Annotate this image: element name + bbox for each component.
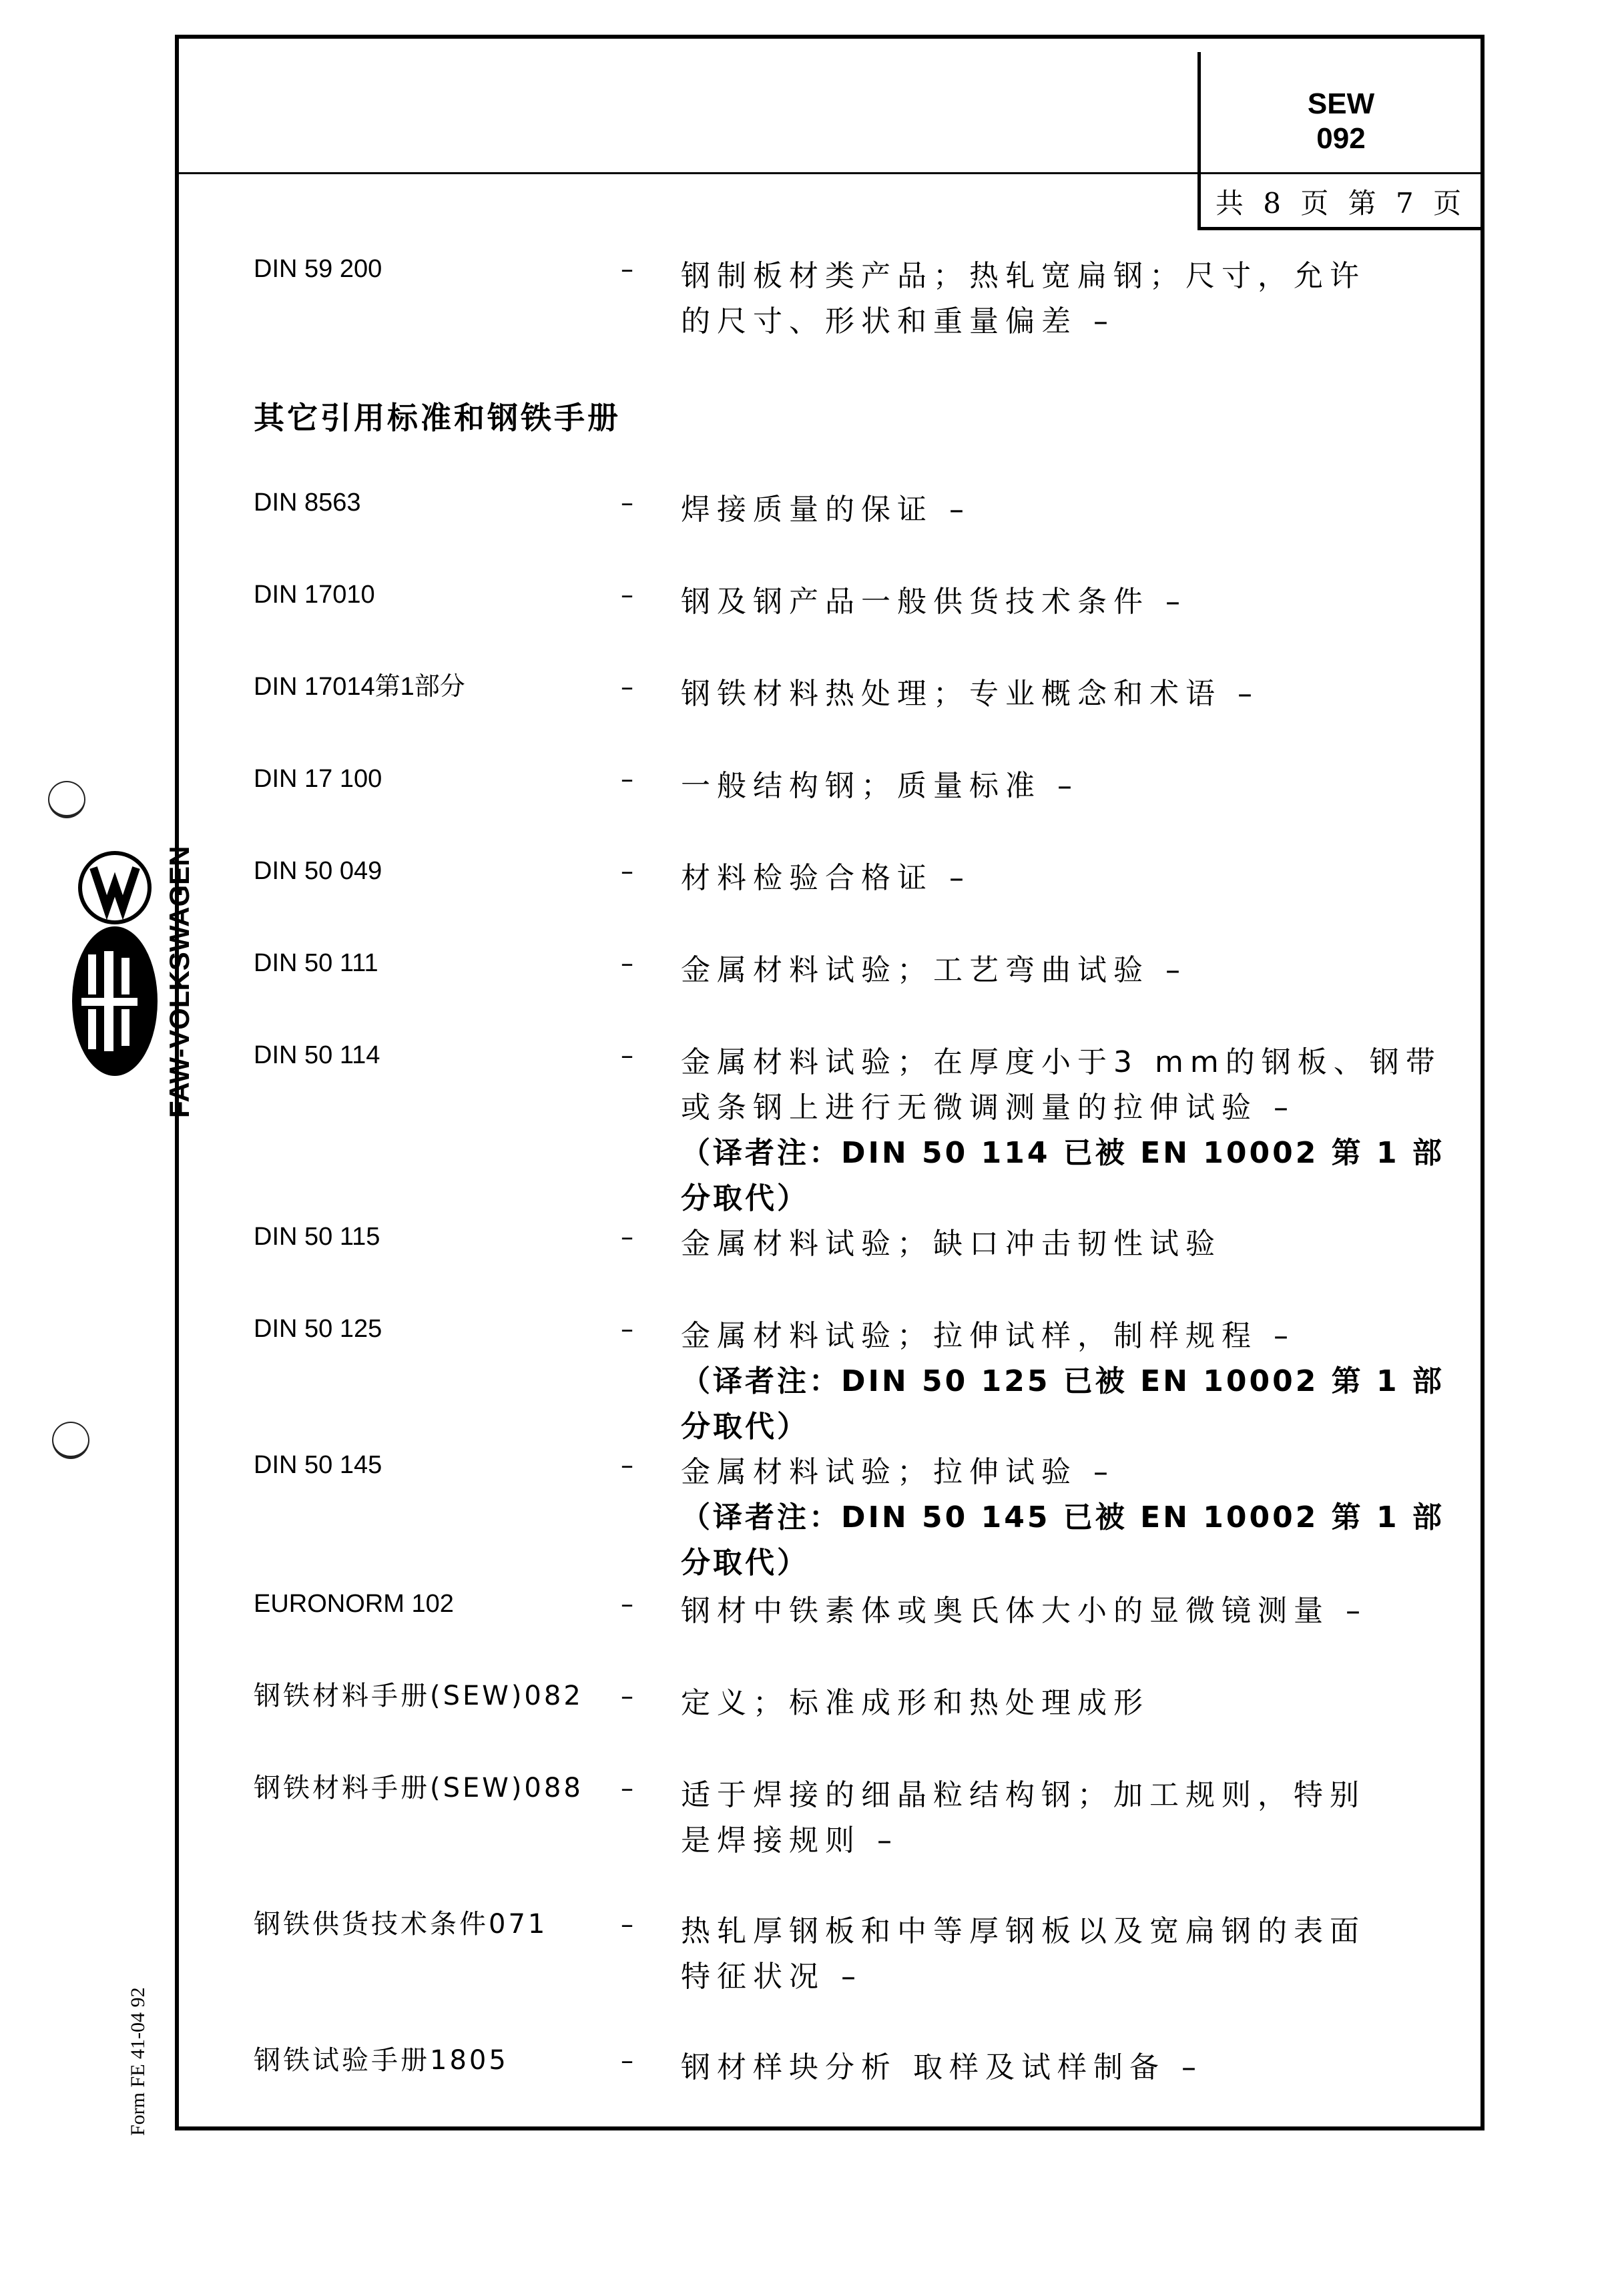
reference-code: DIN 59 200 xyxy=(254,255,382,283)
description-line: 的尺寸、形状和重量偏差 – xyxy=(681,304,1115,338)
reference-code: 钢铁供货技术条件071 xyxy=(254,1909,548,1940)
description-line: 金属材料试验；工艺弯曲试验 – xyxy=(681,953,1187,987)
reference-description xyxy=(681,1040,1468,1221)
translator-note: （译者注：DIN 50 145 已被 EN 10002 第 1 部分取代） xyxy=(681,1500,1444,1580)
separator-dash: – xyxy=(621,1910,633,1939)
faw-vw-logo-icon xyxy=(40,834,174,1128)
reference-description xyxy=(681,764,1468,809)
reference-code: DIN 8563 xyxy=(254,489,361,517)
punch-hole-icon xyxy=(52,1422,89,1459)
separator-dash: – xyxy=(621,580,633,609)
reference-code: DIN 17014第1部分 xyxy=(254,673,465,701)
description-line: 一般结构钢；质量标准 – xyxy=(681,769,1079,803)
reference-description xyxy=(681,948,1468,993)
separator-dash: – xyxy=(621,672,633,701)
description-line: 金属材料试验；缺口冲击韧性试验 xyxy=(681,1227,1222,1261)
reference-description xyxy=(681,856,1468,901)
reference-description xyxy=(681,1681,1468,1726)
separator-dash: – xyxy=(621,948,633,978)
separator-dash: – xyxy=(621,1773,633,1803)
reference-code: DIN 17010 xyxy=(254,581,375,609)
section-title: 其它引用标准和钢铁手册 xyxy=(254,400,621,436)
reference-description xyxy=(681,2045,1468,2090)
separator-dash: – xyxy=(621,1222,633,1251)
separator-dash: – xyxy=(621,1589,633,1619)
description-line: 定义；标准成形和热处理成形 xyxy=(681,1686,1149,1720)
description-line: 材料检验合格证 – xyxy=(681,861,971,895)
separator-dash: – xyxy=(621,1681,633,1711)
reference-code: DIN 50 114 xyxy=(254,1041,380,1069)
brand-name: FAW-VOLKSWAGEN xyxy=(164,846,195,1118)
reference-description xyxy=(681,1773,1468,1863)
document-code xyxy=(1201,87,1481,156)
reference-description xyxy=(681,1314,1468,1450)
description-line: 适于焊接的细晶粒结构钢；加工规则，特别 xyxy=(681,1778,1366,1812)
reference-code: EURONORM 102 xyxy=(254,1590,454,1618)
separator-dash: – xyxy=(621,1041,633,1070)
description-line: 钢材样块分析 取样及试样制备 – xyxy=(681,2050,1203,2084)
reference-description xyxy=(681,1450,1468,1586)
vw-logo-icon xyxy=(80,853,150,922)
description-line: 钢制板材类产品；热轧宽扁钢；尺寸，允许 xyxy=(681,259,1366,293)
reference-description xyxy=(681,487,1468,533)
reference-description xyxy=(681,254,1468,344)
page-info: 共 8 页 第 7 页 xyxy=(1215,187,1467,220)
separator-dash: – xyxy=(621,488,633,517)
description-line: 金属材料试验；拉伸试样，制样规程 – xyxy=(681,1319,1295,1353)
translator-note: （译者注：DIN 50 114 已被 EN 10002 第 1 部分取代） xyxy=(681,1136,1444,1215)
reference-code: DIN 50 111 xyxy=(254,949,378,977)
reference-code: DIN 50 145 xyxy=(254,1451,382,1479)
reference-description xyxy=(681,671,1468,717)
description-line: 钢材中铁素体或奥氏体大小的显微镜测量 – xyxy=(681,1594,1367,1628)
reference-code: 钢铁材料手册(SEW)088 xyxy=(254,1773,583,1803)
document-code-series: SEW xyxy=(1307,87,1375,120)
description-line: 钢及钢产品一般供货技术条件 – xyxy=(681,585,1187,619)
description-line: 钢铁材料热处理；专业概念和术语 – xyxy=(681,677,1259,711)
reference-code: DIN 50 125 xyxy=(254,1315,382,1343)
description-line: 金属材料试验；在厚度小于3 mm的钢板、钢带 xyxy=(681,1045,1442,1079)
translator-note: （译者注：DIN 50 125 已被 EN 10002 第 1 部分取代） xyxy=(681,1364,1444,1444)
reference-code: DIN 50 049 xyxy=(254,857,382,885)
faw-logo-icon xyxy=(73,928,156,1075)
reference-description xyxy=(681,1909,1468,2000)
reference-code: 钢铁试验手册1805 xyxy=(254,2045,509,2076)
reference-code: 钢铁材料手册(SEW)082 xyxy=(254,1681,583,1711)
header-divider xyxy=(175,172,1485,174)
reference-code: DIN 17 100 xyxy=(254,765,382,793)
punch-hole-icon xyxy=(48,781,85,818)
description-line: 焊接质量的保证 – xyxy=(681,493,971,527)
separator-dash: – xyxy=(621,1314,633,1344)
form-code: Form FE 41-04 92 xyxy=(127,1987,149,2136)
description-line: 是焊接规则 – xyxy=(681,1823,898,1857)
separator-dash: – xyxy=(621,764,633,794)
separator-dash: – xyxy=(621,2046,633,2075)
document-code-number: 092 xyxy=(1316,122,1366,155)
description-line: 特征状况 – xyxy=(681,1960,862,1994)
code-box-divider xyxy=(1197,52,1201,230)
reference-description xyxy=(681,1221,1468,1267)
description-line: 金属材料试验；拉伸试验 – xyxy=(681,1455,1115,1489)
description-line: 热轧厚钢板和中等厚钢板以及宽扁钢的表面 xyxy=(681,1914,1366,1948)
code-box-bottom-line xyxy=(1197,227,1485,230)
separator-dash: – xyxy=(621,1450,633,1480)
reference-description xyxy=(681,579,1468,625)
description-line: 或条钢上进行无微调测量的拉伸试验 – xyxy=(681,1091,1295,1125)
separator-dash: – xyxy=(621,856,633,886)
separator-dash: – xyxy=(621,254,633,284)
reference-description xyxy=(681,1589,1468,1634)
reference-code: DIN 50 115 xyxy=(254,1223,380,1251)
